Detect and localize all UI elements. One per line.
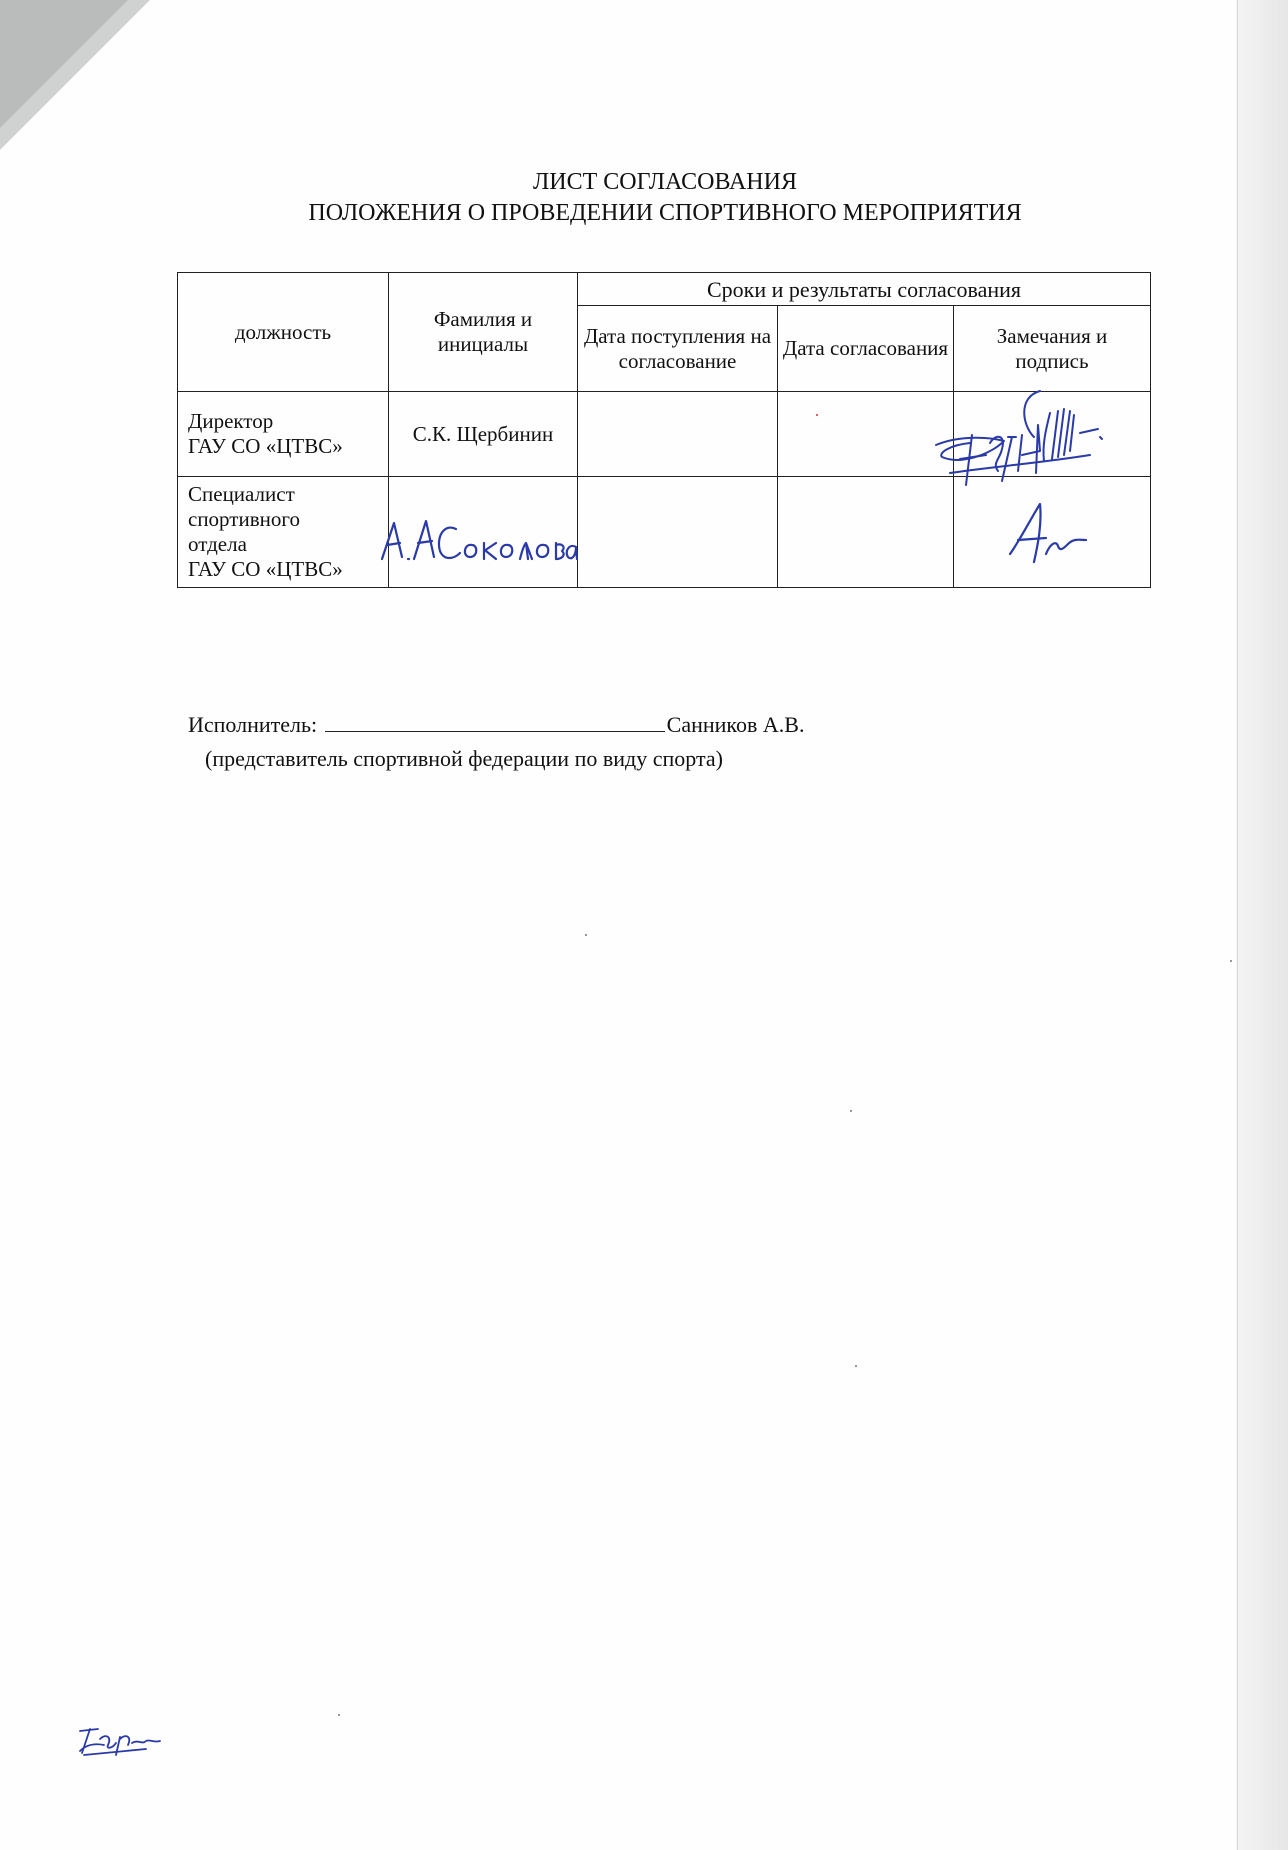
executor-label: Исполнитель: bbox=[188, 712, 318, 737]
signature-blank bbox=[325, 711, 665, 732]
name-cell: С.К. Щербинин bbox=[389, 392, 578, 477]
signature-director bbox=[930, 385, 1120, 505]
position-title-cont: спортивного bbox=[188, 507, 300, 531]
document-subtitle: ПОЛОЖЕНИЯ О ПРОВЕДЕНИИ СПОРТИВНОГО МЕРОПРИЯТИЯ bbox=[308, 200, 1022, 226]
header-remarks: Замечания и подпись bbox=[954, 306, 1151, 392]
scan-speck bbox=[1230, 960, 1232, 962]
received-date-cell bbox=[578, 477, 778, 588]
approval-date-cell bbox=[778, 392, 954, 477]
scan-speck bbox=[816, 414, 818, 416]
signature-specialist bbox=[1000, 500, 1100, 570]
position-department: отдела bbox=[188, 532, 247, 556]
scan-speck bbox=[338, 1714, 340, 1716]
position-org: ГАУ СО «ЦТВС» bbox=[188, 434, 343, 458]
received-date-cell bbox=[578, 392, 778, 477]
position-cell bbox=[178, 477, 389, 588]
executor-name: Санников А.В. bbox=[666, 712, 805, 737]
scan-edge bbox=[1236, 0, 1288, 1850]
scan-speck bbox=[585, 934, 587, 936]
page-initials bbox=[76, 1715, 166, 1760]
position-title: Специалист bbox=[188, 482, 295, 506]
header-position: должность bbox=[178, 273, 389, 392]
document-title: ЛИСТ СОГЛАСОВАНИЯ bbox=[533, 169, 797, 195]
position-org: ГАУ СО «ЦТВС» bbox=[188, 557, 343, 581]
scan-speck bbox=[855, 1365, 857, 1367]
header-approval-date: Дата согласования bbox=[778, 306, 954, 392]
folded-corner-shadow bbox=[0, 0, 128, 128]
scan-edge-line bbox=[1237, 0, 1238, 1850]
position-cell bbox=[178, 392, 389, 477]
header-name: Фамилия и инициалы bbox=[389, 273, 578, 392]
header-received-date: Дата поступления на согласование bbox=[578, 306, 778, 392]
position-title: Директор bbox=[188, 409, 274, 433]
approval-date-cell bbox=[778, 477, 954, 588]
scan-speck bbox=[850, 1110, 852, 1112]
executor-note: (представитель спортивной федерации по виду спорта) bbox=[205, 746, 723, 771]
executor-line bbox=[188, 711, 804, 738]
header-approval-group: Сроки и результаты согласования bbox=[578, 273, 1151, 306]
handwritten-name bbox=[378, 515, 578, 575]
